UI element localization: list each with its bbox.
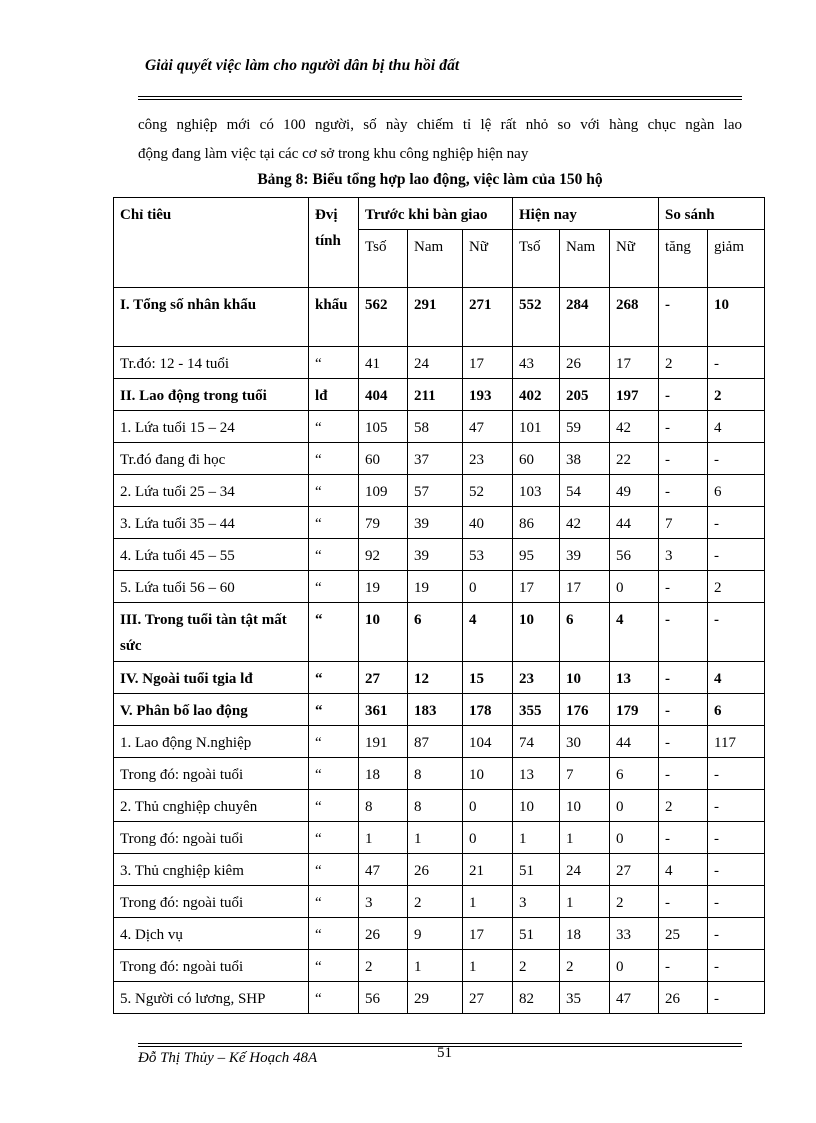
before-total-cell: 19: [359, 571, 408, 603]
footer-author: Đỗ Thị Thủy – Kế Hoạch 48A: [138, 1050, 318, 1066]
now-total-cell: 51: [513, 854, 560, 886]
before-male-cell: 8: [408, 790, 463, 822]
before-male-cell: 58: [408, 411, 463, 443]
table-row: [114, 475, 765, 507]
now-female-cell: 0: [610, 571, 659, 603]
row-label-cell: 1. Lao động N.nghiệp: [114, 726, 309, 758]
now-female-cell: 42: [610, 411, 659, 443]
now-male-cell: 35: [560, 982, 610, 1014]
before-female-cell: 52: [463, 475, 513, 507]
row-unit-cell: “: [309, 918, 359, 950]
now-female-cell: 4: [610, 603, 659, 662]
before-total-cell: 79: [359, 507, 408, 539]
decrease-cell: -: [708, 758, 765, 790]
row-label-cell: Tr.đó đang đi học: [114, 443, 309, 475]
before-female-cell: 271: [463, 288, 513, 347]
intro-paragraph: [138, 111, 742, 169]
now-male-cell: 59: [560, 411, 610, 443]
row-label-cell: IV. Ngoài tuổi tgia lđ: [114, 662, 309, 694]
row-unit-cell: “: [309, 886, 359, 918]
before-total-cell: 2: [359, 950, 408, 982]
table-row: [114, 662, 765, 694]
increase-cell: -: [659, 571, 708, 603]
header-before: Trước khi bàn giao: [359, 198, 513, 230]
table-row: [114, 571, 765, 603]
now-female-cell: 0: [610, 950, 659, 982]
decrease-cell: 4: [708, 411, 765, 443]
now-total-cell: 10: [513, 603, 560, 662]
now-male-cell: 176: [560, 694, 610, 726]
now-total-cell: 60: [513, 443, 560, 475]
before-total-cell: 404: [359, 379, 408, 411]
now-total-cell: 402: [513, 379, 560, 411]
now-male-cell: 2: [560, 950, 610, 982]
before-male-cell: 211: [408, 379, 463, 411]
table-caption: [0, 171, 816, 189]
header-now-total: Tsố: [513, 230, 560, 288]
now-female-cell: 179: [610, 694, 659, 726]
row-unit-cell: “: [309, 539, 359, 571]
before-female-cell: 0: [463, 790, 513, 822]
now-total-cell: 51: [513, 918, 560, 950]
before-female-cell: 47: [463, 411, 513, 443]
table-header-row-1: [114, 198, 765, 230]
before-female-cell: 23: [463, 443, 513, 475]
now-female-cell: 47: [610, 982, 659, 1014]
now-total-cell: 3: [513, 886, 560, 918]
row-unit-cell: “: [309, 571, 359, 603]
now-total-cell: 95: [513, 539, 560, 571]
before-total-cell: 8: [359, 790, 408, 822]
table-row: [114, 982, 765, 1014]
now-total-cell: 2: [513, 950, 560, 982]
now-male-cell: 54: [560, 475, 610, 507]
now-female-cell: 33: [610, 918, 659, 950]
now-male-cell: 39: [560, 539, 610, 571]
table-row: [114, 411, 765, 443]
header-now: Hiện nay: [513, 198, 659, 230]
before-female-cell: 21: [463, 854, 513, 886]
now-female-cell: 27: [610, 854, 659, 886]
now-male-cell: 1: [560, 822, 610, 854]
header-compare: So sánh: [659, 198, 765, 230]
table-row: [114, 854, 765, 886]
now-total-cell: 552: [513, 288, 560, 347]
before-total-cell: 1: [359, 822, 408, 854]
now-total-cell: 1: [513, 822, 560, 854]
row-unit-cell: lđ: [309, 379, 359, 411]
increase-cell: -: [659, 603, 708, 662]
decrease-cell: -: [708, 443, 765, 475]
decrease-cell: -: [708, 507, 765, 539]
before-total-cell: 191: [359, 726, 408, 758]
increase-cell: -: [659, 758, 708, 790]
now-male-cell: 42: [560, 507, 610, 539]
intro-line-1: công nghiệp mới có 100 người, số này chiếm tỉ lệ rất nhỏ so với hàng chục ngàn lao: [138, 117, 742, 133]
now-male-cell: 26: [560, 347, 610, 379]
before-male-cell: 39: [408, 539, 463, 571]
before-male-cell: 39: [408, 507, 463, 539]
now-female-cell: 17: [610, 347, 659, 379]
before-male-cell: 29: [408, 982, 463, 1014]
decrease-cell: -: [708, 854, 765, 886]
row-unit-cell: “: [309, 790, 359, 822]
row-label-cell: 2. Lứa tuổi 25 – 34: [114, 475, 309, 507]
header-rule-top: [138, 96, 742, 97]
decrease-cell: -: [708, 918, 765, 950]
increase-cell: -: [659, 950, 708, 982]
increase-cell: 25: [659, 918, 708, 950]
now-male-cell: 6: [560, 603, 610, 662]
header-now-female: Nữ: [610, 230, 659, 288]
decrease-cell: 6: [708, 694, 765, 726]
increase-cell: 2: [659, 347, 708, 379]
increase-cell: -: [659, 726, 708, 758]
row-label-cell: 1. Lứa tuổi 15 – 24: [114, 411, 309, 443]
table-row: [114, 822, 765, 854]
increase-cell: -: [659, 443, 708, 475]
now-total-cell: 10: [513, 790, 560, 822]
row-unit-cell: “: [309, 475, 359, 507]
table-caption-text: Bảng 8: Biểu tổng hợp lao động, việc làm của 150 hộ: [257, 171, 603, 188]
table-row: [114, 726, 765, 758]
row-label-cell: 3. Lứa tuổi 35 – 44: [114, 507, 309, 539]
decrease-cell: 2: [708, 571, 765, 603]
now-male-cell: 205: [560, 379, 610, 411]
before-total-cell: 3: [359, 886, 408, 918]
row-unit-cell: “: [309, 662, 359, 694]
increase-cell: -: [659, 379, 708, 411]
now-total-cell: 355: [513, 694, 560, 726]
row-unit-cell: khẩu: [309, 288, 359, 347]
before-male-cell: 6: [408, 603, 463, 662]
table-row: [114, 790, 765, 822]
decrease-cell: 4: [708, 662, 765, 694]
header-increase: tăng: [659, 230, 708, 288]
before-male-cell: 87: [408, 726, 463, 758]
increase-cell: -: [659, 475, 708, 507]
now-male-cell: 38: [560, 443, 610, 475]
now-female-cell: 44: [610, 726, 659, 758]
before-male-cell: 24: [408, 347, 463, 379]
header-rule-bottom: [138, 99, 742, 100]
before-male-cell: 291: [408, 288, 463, 347]
table-row: [114, 950, 765, 982]
table-row: [114, 539, 765, 571]
header-before-male: Nam: [408, 230, 463, 288]
before-female-cell: 4: [463, 603, 513, 662]
header-before-female: Nữ: [463, 230, 513, 288]
before-female-cell: 1: [463, 950, 513, 982]
before-female-cell: 17: [463, 918, 513, 950]
before-male-cell: 1: [408, 822, 463, 854]
now-male-cell: 18: [560, 918, 610, 950]
before-total-cell: 109: [359, 475, 408, 507]
before-male-cell: 26: [408, 854, 463, 886]
header-decrease: giảm: [708, 230, 765, 288]
before-male-cell: 57: [408, 475, 463, 507]
now-female-cell: 2: [610, 886, 659, 918]
before-female-cell: 15: [463, 662, 513, 694]
before-male-cell: 183: [408, 694, 463, 726]
header-now-male: Nam: [560, 230, 610, 288]
increase-cell: -: [659, 411, 708, 443]
intro-line-2: động đang làm việc tại các cơ sở trong khu công nghiệp hiện nay: [138, 146, 529, 162]
table-row: [114, 507, 765, 539]
decrease-cell: -: [708, 347, 765, 379]
increase-cell: 26: [659, 982, 708, 1014]
before-female-cell: 1: [463, 886, 513, 918]
row-label-cell: Trong đó: ngoài tuổi: [114, 886, 309, 918]
decrease-cell: 2: [708, 379, 765, 411]
before-female-cell: 178: [463, 694, 513, 726]
now-total-cell: 101: [513, 411, 560, 443]
now-female-cell: 197: [610, 379, 659, 411]
before-total-cell: 41: [359, 347, 408, 379]
increase-cell: -: [659, 662, 708, 694]
increase-cell: -: [659, 288, 708, 347]
header-unit: Đvị tính: [309, 198, 359, 288]
before-male-cell: 19: [408, 571, 463, 603]
row-label-cell: 2. Thủ cnghiệp chuyên: [114, 790, 309, 822]
row-unit-cell: “: [309, 507, 359, 539]
before-female-cell: 53: [463, 539, 513, 571]
now-total-cell: 86: [513, 507, 560, 539]
row-unit-cell: “: [309, 443, 359, 475]
footer-rule-top: [138, 1043, 742, 1044]
before-male-cell: 12: [408, 662, 463, 694]
decrease-cell: -: [708, 982, 765, 1014]
now-female-cell: 56: [610, 539, 659, 571]
row-label-cell: 4. Dịch vụ: [114, 918, 309, 950]
row-unit-cell: “: [309, 726, 359, 758]
before-total-cell: 361: [359, 694, 408, 726]
before-female-cell: 193: [463, 379, 513, 411]
now-male-cell: 10: [560, 662, 610, 694]
decrease-cell: -: [708, 790, 765, 822]
before-female-cell: 10: [463, 758, 513, 790]
row-label-cell: II. Lao động trong tuổi: [114, 379, 309, 411]
before-female-cell: 27: [463, 982, 513, 1014]
now-female-cell: 22: [610, 443, 659, 475]
increase-cell: -: [659, 886, 708, 918]
table-row: [114, 694, 765, 726]
increase-cell: -: [659, 694, 708, 726]
now-total-cell: 74: [513, 726, 560, 758]
before-male-cell: 2: [408, 886, 463, 918]
row-unit-cell: “: [309, 603, 359, 662]
row-unit-cell: “: [309, 854, 359, 886]
before-female-cell: 40: [463, 507, 513, 539]
now-male-cell: 30: [560, 726, 610, 758]
row-unit-cell: “: [309, 982, 359, 1014]
increase-cell: -: [659, 822, 708, 854]
now-male-cell: 1: [560, 886, 610, 918]
now-male-cell: 17: [560, 571, 610, 603]
page-number: 51: [437, 1045, 452, 1061]
increase-cell: 4: [659, 854, 708, 886]
now-female-cell: 6: [610, 758, 659, 790]
before-male-cell: 8: [408, 758, 463, 790]
row-label-cell: V. Phân bố lao động: [114, 694, 309, 726]
before-total-cell: 60: [359, 443, 408, 475]
table-row: [114, 347, 765, 379]
before-total-cell: 562: [359, 288, 408, 347]
now-female-cell: 0: [610, 822, 659, 854]
before-female-cell: 104: [463, 726, 513, 758]
row-label-cell: Tr.đó: 12 - 14 tuổi: [114, 347, 309, 379]
row-label-cell: I. Tổng số nhân khẩu: [114, 288, 309, 347]
table-row: [114, 918, 765, 950]
before-female-cell: 0: [463, 822, 513, 854]
row-label-cell: 5. Lứa tuổi 56 – 60: [114, 571, 309, 603]
now-total-cell: 23: [513, 662, 560, 694]
running-header-title: Giải quyết việc làm cho người dân bị thu hồi đất: [145, 57, 460, 74]
decrease-cell: 10: [708, 288, 765, 347]
before-total-cell: 56: [359, 982, 408, 1014]
labor-table: [113, 197, 765, 1014]
decrease-cell: -: [708, 539, 765, 571]
table-row: [114, 758, 765, 790]
table-row: [114, 288, 765, 347]
table-row: [114, 379, 765, 411]
before-female-cell: 17: [463, 347, 513, 379]
table-row: [114, 443, 765, 475]
before-female-cell: 0: [463, 571, 513, 603]
header-before-total: Tsố: [359, 230, 408, 288]
increase-cell: 3: [659, 539, 708, 571]
decrease-cell: -: [708, 950, 765, 982]
row-label-cell: III. Trong tuổi tàn tật mất sức: [114, 603, 309, 662]
row-unit-cell: “: [309, 950, 359, 982]
header-indicator: Chỉ tiêu: [114, 198, 309, 288]
now-female-cell: 44: [610, 507, 659, 539]
before-total-cell: 18: [359, 758, 408, 790]
now-total-cell: 103: [513, 475, 560, 507]
row-label-cell: 5. Người có lương, SHP: [114, 982, 309, 1014]
decrease-cell: 117: [708, 726, 765, 758]
decrease-cell: -: [708, 886, 765, 918]
row-unit-cell: “: [309, 822, 359, 854]
before-male-cell: 9: [408, 918, 463, 950]
before-male-cell: 1: [408, 950, 463, 982]
row-label-cell: Trong đó: ngoài tuổi: [114, 758, 309, 790]
table-row: [114, 603, 765, 662]
now-total-cell: 13: [513, 758, 560, 790]
now-female-cell: 49: [610, 475, 659, 507]
now-female-cell: 268: [610, 288, 659, 347]
row-label-cell: 3. Thủ cnghiệp kiêm: [114, 854, 309, 886]
now-total-cell: 43: [513, 347, 560, 379]
before-total-cell: 10: [359, 603, 408, 662]
before-total-cell: 105: [359, 411, 408, 443]
table-row: [114, 886, 765, 918]
increase-cell: 2: [659, 790, 708, 822]
before-total-cell: 27: [359, 662, 408, 694]
row-unit-cell: “: [309, 758, 359, 790]
before-total-cell: 26: [359, 918, 408, 950]
decrease-cell: -: [708, 603, 765, 662]
increase-cell: 7: [659, 507, 708, 539]
now-female-cell: 0: [610, 790, 659, 822]
row-label-cell: Trong đó: ngoài tuổi: [114, 950, 309, 982]
before-total-cell: 47: [359, 854, 408, 886]
row-unit-cell: “: [309, 411, 359, 443]
before-total-cell: 92: [359, 539, 408, 571]
decrease-cell: -: [708, 822, 765, 854]
now-male-cell: 24: [560, 854, 610, 886]
row-unit-cell: “: [309, 694, 359, 726]
row-label-cell: 4. Lứa tuổi 45 – 55: [114, 539, 309, 571]
now-male-cell: 10: [560, 790, 610, 822]
now-female-cell: 13: [610, 662, 659, 694]
now-total-cell: 82: [513, 982, 560, 1014]
row-label-cell: Trong đó: ngoài tuổi: [114, 822, 309, 854]
before-male-cell: 37: [408, 443, 463, 475]
now-male-cell: 284: [560, 288, 610, 347]
now-male-cell: 7: [560, 758, 610, 790]
now-total-cell: 17: [513, 571, 560, 603]
row-unit-cell: “: [309, 347, 359, 379]
decrease-cell: 6: [708, 475, 765, 507]
